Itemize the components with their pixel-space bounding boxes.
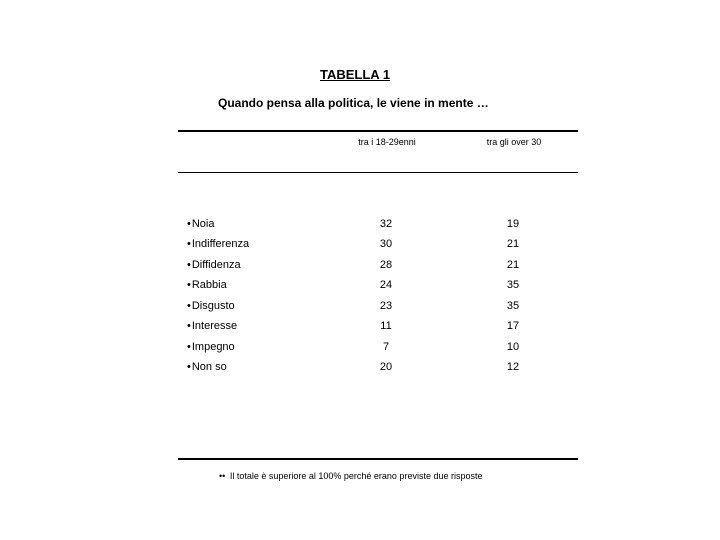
row-value-18-29: 32 xyxy=(379,218,393,230)
row-value-over-30: 10 xyxy=(506,341,520,353)
row-label: •Impegno xyxy=(187,341,235,353)
row-label: •Interesse xyxy=(187,320,238,332)
table-row xyxy=(0,361,720,375)
bullet-icon: • xyxy=(187,279,191,291)
header-rule xyxy=(178,172,578,173)
row-value-over-30: 12 xyxy=(506,361,520,373)
table-row xyxy=(0,320,720,334)
bullet-icon: • xyxy=(187,259,191,271)
row-value-18-29: 24 xyxy=(379,279,393,291)
top-rule xyxy=(178,130,578,132)
row-label: •Rabbia xyxy=(187,279,227,291)
row-value-18-29: 28 xyxy=(379,259,393,271)
bottom-rule xyxy=(178,458,578,460)
bullet-icon: • xyxy=(187,238,191,250)
row-label: •Non so xyxy=(187,361,227,373)
table-row xyxy=(0,218,720,232)
column-header-over-30: tra gli over 30 xyxy=(486,137,542,147)
table-row xyxy=(0,300,720,314)
row-value-over-30: 21 xyxy=(506,238,520,250)
bullet-icon: • xyxy=(187,300,191,312)
row-value-over-30: 35 xyxy=(506,279,520,291)
table-row xyxy=(0,238,720,252)
row-label: •Noia xyxy=(187,218,215,230)
footnote xyxy=(219,471,482,481)
table-row xyxy=(0,259,720,273)
bullet-icon: • xyxy=(187,218,191,230)
row-value-over-30: 35 xyxy=(506,300,520,312)
row-value-18-29: 11 xyxy=(380,320,392,332)
row-value-18-29: 23 xyxy=(379,300,393,312)
bullet-icon: • xyxy=(187,361,191,373)
table-subtitle: Quando pensa alla politica, le viene in mente … xyxy=(218,96,489,110)
table-row xyxy=(0,279,720,293)
footnote-marks: •• xyxy=(219,471,226,481)
row-value-18-29: 30 xyxy=(379,238,393,250)
row-value-18-29: 20 xyxy=(379,361,393,373)
row-value-over-30: 21 xyxy=(506,259,520,271)
row-value-over-30: 17 xyxy=(506,320,520,332)
row-label: •Diffidenza xyxy=(187,259,241,271)
bullet-icon: • xyxy=(187,320,191,332)
row-label: •Indifferenza xyxy=(187,238,250,250)
table-title: TABELLA 1 xyxy=(320,67,391,82)
row-value-18-29: 7 xyxy=(382,341,390,353)
table-row xyxy=(0,341,720,355)
row-label: •Disgusto xyxy=(187,300,235,312)
row-value-over-30: 19 xyxy=(506,218,520,230)
column-header-18-29: tra i 18-29enni xyxy=(358,137,416,147)
bullet-icon: • xyxy=(187,341,191,353)
footnote-text: Il totale è superiore al 100% perché erano previste due risposte xyxy=(229,471,483,481)
